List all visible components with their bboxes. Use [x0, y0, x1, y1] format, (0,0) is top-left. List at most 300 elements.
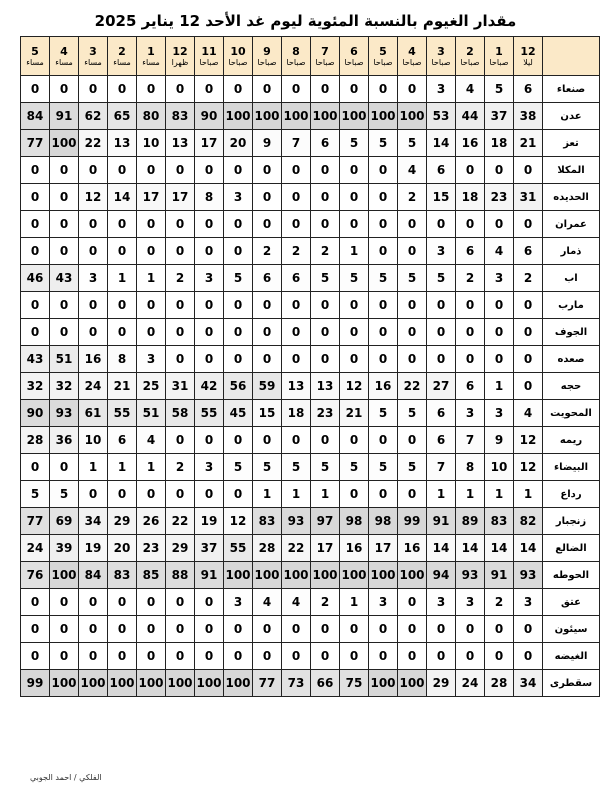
cloud-value-cell: 14: [456, 535, 485, 562]
hour-number: 9: [263, 44, 271, 58]
cloud-value-cell: 0: [79, 481, 108, 508]
cloud-value-cell: 100: [137, 670, 166, 697]
cloud-value-cell: 14: [514, 535, 543, 562]
cloud-value-cell: 1: [427, 481, 456, 508]
cloud-value-cell: 3: [369, 589, 398, 616]
table-row: [21, 589, 600, 616]
cloud-value-cell: 9: [485, 427, 514, 454]
hour-number: 11: [201, 44, 217, 58]
cloud-value-cell: 0: [137, 211, 166, 238]
cloud-value-cell: 6: [427, 400, 456, 427]
cloud-value-cell: 0: [311, 427, 340, 454]
cloud-value-cell: 77: [253, 670, 282, 697]
cloud-value-cell: 77: [21, 508, 50, 535]
cloud-value-cell: 12: [514, 427, 543, 454]
cloud-value-cell: 0: [427, 211, 456, 238]
cloud-value-cell: 22: [166, 508, 195, 535]
cloud-value-cell: 6: [427, 427, 456, 454]
hour-number: 1: [147, 44, 155, 58]
table-row: [21, 481, 600, 508]
hour-number: 3: [89, 44, 97, 58]
cloud-value-cell: 98: [340, 508, 369, 535]
cloud-value-cell: 0: [224, 238, 253, 265]
cloud-value-cell: 0: [514, 616, 543, 643]
cloud-value-cell: 0: [108, 76, 137, 103]
hour-number: 8: [292, 44, 300, 58]
cloud-value-cell: 45: [224, 400, 253, 427]
hour-header: [485, 37, 514, 76]
cloud-value-cell: 0: [137, 76, 166, 103]
cloud-value-cell: 0: [514, 292, 543, 319]
city-name: تعز: [543, 130, 600, 157]
table-row: [21, 454, 600, 481]
cloud-value-cell: 16: [456, 130, 485, 157]
cloud-value-cell: 0: [79, 643, 108, 670]
cloud-value-cell: 100: [398, 562, 427, 589]
cloud-value-cell: 5: [485, 76, 514, 103]
cloud-value-cell: 0: [369, 481, 398, 508]
table-row: [21, 346, 600, 373]
cloud-value-cell: 0: [108, 292, 137, 319]
hour-header: [224, 37, 253, 76]
cloud-value-cell: 6: [514, 238, 543, 265]
hour-period-label: صباحا: [373, 57, 393, 67]
cloud-value-cell: 43: [21, 346, 50, 373]
cloud-value-cell: 0: [456, 211, 485, 238]
table-row: [21, 643, 600, 670]
cloud-value-cell: 100: [282, 562, 311, 589]
table-row: [21, 265, 600, 292]
cloud-value-cell: 0: [398, 319, 427, 346]
cloud-value-cell: 0: [79, 292, 108, 319]
cloud-value-cell: 0: [282, 643, 311, 670]
cloud-value-cell: 0: [340, 643, 369, 670]
cloud-value-cell: 75: [340, 670, 369, 697]
cloud-value-cell: 4: [253, 589, 282, 616]
cloud-value-cell: 99: [21, 670, 50, 697]
cloud-value-cell: 0: [21, 76, 50, 103]
cloud-value-cell: 1: [79, 454, 108, 481]
cloud-value-cell: 0: [253, 157, 282, 184]
cloud-value-cell: 22: [282, 535, 311, 562]
cloud-value-cell: 21: [108, 373, 137, 400]
cloud-value-cell: 0: [21, 319, 50, 346]
cloud-value-cell: 14: [108, 184, 137, 211]
table-row: [21, 292, 600, 319]
cloud-value-cell: 3: [514, 589, 543, 616]
cloud-value-cell: 1: [340, 238, 369, 265]
table-row: [21, 238, 600, 265]
city-name: مارب: [543, 292, 600, 319]
cloud-value-cell: 22: [79, 130, 108, 157]
cloud-value-cell: 0: [340, 211, 369, 238]
cloud-value-cell: 23: [485, 184, 514, 211]
cloud-value-cell: 9: [253, 130, 282, 157]
cloud-value-cell: 18: [456, 184, 485, 211]
cloud-value-cell: 0: [340, 76, 369, 103]
cloud-value-cell: 100: [224, 103, 253, 130]
cloud-value-cell: 0: [79, 76, 108, 103]
cloud-value-cell: 0: [108, 319, 137, 346]
cloud-value-cell: 0: [369, 292, 398, 319]
cloud-value-cell: 0: [398, 481, 427, 508]
hour-header: [369, 37, 398, 76]
cloud-value-cell: 98: [369, 508, 398, 535]
cloud-value-cell: 32: [50, 373, 79, 400]
cloud-value-cell: 39: [50, 535, 79, 562]
author-credit: الفلكي / احمد الجوبي: [30, 773, 102, 782]
cloud-value-cell: 0: [311, 346, 340, 373]
cloud-value-cell: 46: [21, 265, 50, 292]
cloud-value-cell: 73: [282, 670, 311, 697]
table-body: [21, 76, 600, 697]
city-name: الحديده: [543, 184, 600, 211]
cloud-value-cell: 3: [427, 238, 456, 265]
cloud-value-cell: 0: [427, 643, 456, 670]
cloud-value-cell: 7: [456, 427, 485, 454]
cloud-value-cell: 5: [398, 454, 427, 481]
city-name: سيئون: [543, 616, 600, 643]
city-name: صنعاء: [543, 76, 600, 103]
cloud-value-cell: 0: [195, 211, 224, 238]
cloud-value-cell: 21: [514, 130, 543, 157]
cloud-value-cell: 2: [253, 238, 282, 265]
cloud-value-cell: 6: [427, 157, 456, 184]
city-name: الجوف: [543, 319, 600, 346]
cloud-value-cell: 0: [108, 238, 137, 265]
cloud-value-cell: 1: [137, 265, 166, 292]
cloud-value-cell: 3: [456, 400, 485, 427]
cloud-value-cell: 89: [456, 508, 485, 535]
cloud-value-cell: 26: [137, 508, 166, 535]
hour-number: 6: [350, 44, 358, 58]
cloud-value-cell: 6: [253, 265, 282, 292]
table-row: [21, 130, 600, 157]
cloud-value-cell: 90: [21, 400, 50, 427]
cloud-value-cell: 100: [311, 103, 340, 130]
cloud-value-cell: 0: [253, 292, 282, 319]
cloud-value-cell: 12: [514, 454, 543, 481]
cloud-value-cell: 0: [79, 157, 108, 184]
cloud-value-cell: 0: [369, 427, 398, 454]
cloud-value-cell: 29: [427, 670, 456, 697]
cloud-value-cell: 0: [224, 346, 253, 373]
cloud-value-cell: 100: [224, 670, 253, 697]
cloud-value-cell: 0: [79, 238, 108, 265]
cloud-value-cell: 5: [427, 265, 456, 292]
hour-period-label: صباحا: [286, 57, 306, 67]
cloud-value-cell: 12: [79, 184, 108, 211]
cloud-value-cell: 80: [137, 103, 166, 130]
cloud-value-cell: 0: [253, 184, 282, 211]
cloud-value-cell: 17: [166, 184, 195, 211]
cloud-value-cell: 1: [311, 481, 340, 508]
cloud-value-cell: 0: [340, 184, 369, 211]
cloud-value-cell: 16: [340, 535, 369, 562]
cloud-value-cell: 100: [369, 103, 398, 130]
cloud-value-cell: 94: [427, 562, 456, 589]
cloud-value-cell: 17: [195, 130, 224, 157]
hour-number: 12: [172, 44, 188, 58]
cloud-value-cell: 0: [514, 643, 543, 670]
cloud-value-cell: 0: [311, 616, 340, 643]
cloud-value-cell: 0: [224, 292, 253, 319]
cloud-value-cell: 10: [485, 454, 514, 481]
cloud-value-cell: 5: [224, 454, 253, 481]
cloud-value-cell: 23: [137, 535, 166, 562]
cloud-value-cell: 0: [166, 292, 195, 319]
table-row: [21, 535, 600, 562]
cloud-value-cell: 0: [398, 643, 427, 670]
hour-period-label: صباحا: [228, 57, 248, 67]
cloud-value-cell: 34: [79, 508, 108, 535]
page-title: مقدار الغيوم بالنسبة المئوية ليوم غد الأحد 12 يناير 2025: [94, 12, 517, 30]
table-row: [21, 319, 600, 346]
cloud-value-cell: 0: [21, 589, 50, 616]
cloud-value-cell: 0: [224, 481, 253, 508]
cloud-value-cell: 0: [195, 76, 224, 103]
cloud-value-cell: 5: [21, 481, 50, 508]
hour-number: 5: [31, 44, 39, 58]
cloud-value-cell: 20: [108, 535, 137, 562]
cloud-value-cell: 3: [79, 265, 108, 292]
cloud-value-cell: 0: [311, 211, 340, 238]
cloud-value-cell: 1: [108, 454, 137, 481]
cloud-value-cell: 91: [427, 508, 456, 535]
cloud-value-cell: 0: [398, 292, 427, 319]
cloud-value-cell: 100: [50, 562, 79, 589]
hour-header: [427, 37, 456, 76]
cloud-value-cell: 99: [398, 508, 427, 535]
cloud-value-cell: 0: [427, 616, 456, 643]
cloud-value-cell: 0: [50, 76, 79, 103]
cloud-value-cell: 0: [253, 319, 282, 346]
cloud-value-cell: 4: [456, 76, 485, 103]
cloud-value-cell: 0: [398, 238, 427, 265]
cloud-value-cell: 19: [79, 535, 108, 562]
cloud-value-cell: 0: [369, 616, 398, 643]
hour-number: 2: [118, 44, 126, 58]
cloud-value-cell: 0: [195, 427, 224, 454]
cloud-value-cell: 5: [282, 454, 311, 481]
cloud-value-cell: 0: [224, 76, 253, 103]
cloud-value-cell: 0: [79, 211, 108, 238]
cloud-value-cell: 0: [137, 292, 166, 319]
cloud-value-cell: 0: [253, 211, 282, 238]
cloud-value-cell: 2: [282, 238, 311, 265]
cloud-value-cell: 0: [166, 211, 195, 238]
table-row: [21, 508, 600, 535]
cloud-value-cell: 0: [195, 157, 224, 184]
cloud-value-cell: 0: [108, 643, 137, 670]
cloud-value-cell: 3: [485, 400, 514, 427]
cloud-value-cell: 0: [282, 616, 311, 643]
cloud-value-cell: 0: [224, 427, 253, 454]
cloud-value-cell: 0: [369, 346, 398, 373]
cloud-value-cell: 84: [21, 103, 50, 130]
header-corner: [543, 37, 600, 76]
cloud-value-cell: 0: [398, 589, 427, 616]
cloud-value-cell: 2: [456, 265, 485, 292]
cloud-value-cell: 0: [50, 589, 79, 616]
cloud-value-cell: 0: [514, 373, 543, 400]
cloud-value-cell: 0: [224, 643, 253, 670]
cloud-value-cell: 44: [456, 103, 485, 130]
cloud-value-cell: 0: [311, 157, 340, 184]
cloud-value-cell: 0: [166, 589, 195, 616]
cloud-value-cell: 0: [21, 454, 50, 481]
cloud-value-cell: 0: [195, 589, 224, 616]
cloud-value-cell: 0: [485, 616, 514, 643]
cloud-value-cell: 0: [456, 643, 485, 670]
hour-header: [79, 37, 108, 76]
cloud-value-cell: 0: [224, 616, 253, 643]
cloud-value-cell: 0: [21, 643, 50, 670]
cloud-value-cell: 5: [50, 481, 79, 508]
city-name: البيضاء: [543, 454, 600, 481]
cloud-value-cell: 0: [282, 427, 311, 454]
cloud-value-cell: 0: [282, 319, 311, 346]
cloud-value-cell: 0: [253, 76, 282, 103]
cloud-value-cell: 0: [166, 238, 195, 265]
cloud-value-cell: 0: [398, 346, 427, 373]
cloud-value-cell: 0: [21, 292, 50, 319]
cloud-value-cell: 0: [253, 616, 282, 643]
cloud-value-cell: 91: [50, 103, 79, 130]
cloud-value-cell: 14: [427, 130, 456, 157]
cloud-cover-table: [20, 36, 600, 697]
cloud-value-cell: 1: [282, 481, 311, 508]
cloud-value-cell: 85: [137, 562, 166, 589]
cloud-value-cell: 0: [195, 346, 224, 373]
cloud-value-cell: 0: [50, 319, 79, 346]
hour-period-label: صباحا: [344, 57, 364, 67]
cloud-value-cell: 100: [50, 130, 79, 157]
cloud-value-cell: 0: [340, 157, 369, 184]
cloud-value-cell: 12: [340, 373, 369, 400]
hour-period-label: مساء: [84, 57, 102, 67]
cloud-value-cell: 0: [21, 184, 50, 211]
cloud-value-cell: 0: [166, 157, 195, 184]
cloud-value-cell: 13: [282, 373, 311, 400]
cloud-value-cell: 100: [311, 562, 340, 589]
cloud-value-cell: 2: [166, 454, 195, 481]
cloud-value-cell: 12: [224, 508, 253, 535]
cloud-value-cell: 31: [514, 184, 543, 211]
cloud-value-cell: 0: [50, 184, 79, 211]
cloud-value-cell: 0: [340, 319, 369, 346]
cloud-value-cell: 6: [514, 76, 543, 103]
cloud-value-cell: 0: [50, 616, 79, 643]
cloud-value-cell: 6: [456, 238, 485, 265]
hour-period-label: صباحا: [315, 57, 335, 67]
cloud-value-cell: 0: [21, 211, 50, 238]
cloud-value-cell: 13: [166, 130, 195, 157]
cloud-value-cell: 0: [224, 157, 253, 184]
table-row: [21, 211, 600, 238]
hour-header: [282, 37, 311, 76]
cloud-value-cell: 100: [224, 562, 253, 589]
table-row: [21, 157, 600, 184]
cloud-value-cell: 0: [137, 319, 166, 346]
cloud-value-cell: 3: [224, 589, 253, 616]
hour-number: 4: [60, 44, 68, 58]
cloud-value-cell: 5: [253, 454, 282, 481]
hour-number: 4: [408, 44, 416, 58]
cloud-value-cell: 0: [50, 643, 79, 670]
cloud-value-cell: 0: [195, 292, 224, 319]
city-name: الحوطه: [543, 562, 600, 589]
hour-period-label: صباحا: [489, 57, 509, 67]
cloud-value-cell: 0: [456, 616, 485, 643]
cloud-value-cell: 0: [195, 238, 224, 265]
cloud-value-cell: 1: [253, 481, 282, 508]
cloud-value-cell: 0: [137, 643, 166, 670]
hour-period-label: صباحا: [460, 57, 480, 67]
hour-header: [195, 37, 224, 76]
cloud-value-cell: 0: [514, 319, 543, 346]
cloud-value-cell: 34: [514, 670, 543, 697]
table-row: [21, 400, 600, 427]
city-name: ريمه: [543, 427, 600, 454]
hour-number: 3: [437, 44, 445, 58]
city-name: ذمار: [543, 238, 600, 265]
cloud-value-cell: 51: [137, 400, 166, 427]
cloud-value-cell: 0: [108, 589, 137, 616]
hour-header: [166, 37, 195, 76]
cloud-value-cell: 20: [224, 130, 253, 157]
cloud-value-cell: 7: [427, 454, 456, 481]
cloud-value-cell: 100: [108, 670, 137, 697]
cloud-value-cell: 91: [485, 562, 514, 589]
cloud-value-cell: 100: [50, 670, 79, 697]
cloud-value-cell: 0: [195, 481, 224, 508]
hour-period-label: صباحا: [431, 57, 451, 67]
city-name: الضالع: [543, 535, 600, 562]
cloud-value-cell: 0: [456, 292, 485, 319]
cloud-value-cell: 31: [166, 373, 195, 400]
cloud-value-cell: 0: [166, 427, 195, 454]
cloud-value-cell: 100: [369, 562, 398, 589]
table-row: [21, 427, 600, 454]
cloud-value-cell: 38: [514, 103, 543, 130]
cloud-value-cell: 0: [369, 643, 398, 670]
cloud-value-cell: 0: [311, 643, 340, 670]
cloud-value-cell: 0: [282, 346, 311, 373]
cloud-value-cell: 88: [166, 562, 195, 589]
cloud-value-cell: 93: [282, 508, 311, 535]
cloud-value-cell: 93: [514, 562, 543, 589]
cloud-value-cell: 66: [311, 670, 340, 697]
cloud-value-cell: 0: [195, 616, 224, 643]
cloud-value-cell: 1: [485, 373, 514, 400]
cloud-value-cell: 83: [253, 508, 282, 535]
cloud-value-cell: 0: [311, 319, 340, 346]
cloud-value-cell: 24: [21, 535, 50, 562]
cloud-value-cell: 6: [311, 130, 340, 157]
cloud-value-cell: 1: [514, 481, 543, 508]
cloud-value-cell: 100: [340, 562, 369, 589]
hour-period-label: ظهرا: [171, 57, 189, 67]
hour-header: [21, 37, 50, 76]
city-name: عدن: [543, 103, 600, 130]
cloud-value-cell: 5: [398, 400, 427, 427]
cloud-value-cell: 0: [21, 238, 50, 265]
hour-period-label: صباحا: [199, 57, 219, 67]
city-name: زنجبار: [543, 508, 600, 535]
hour-header: [398, 37, 427, 76]
cloud-value-cell: 37: [195, 535, 224, 562]
